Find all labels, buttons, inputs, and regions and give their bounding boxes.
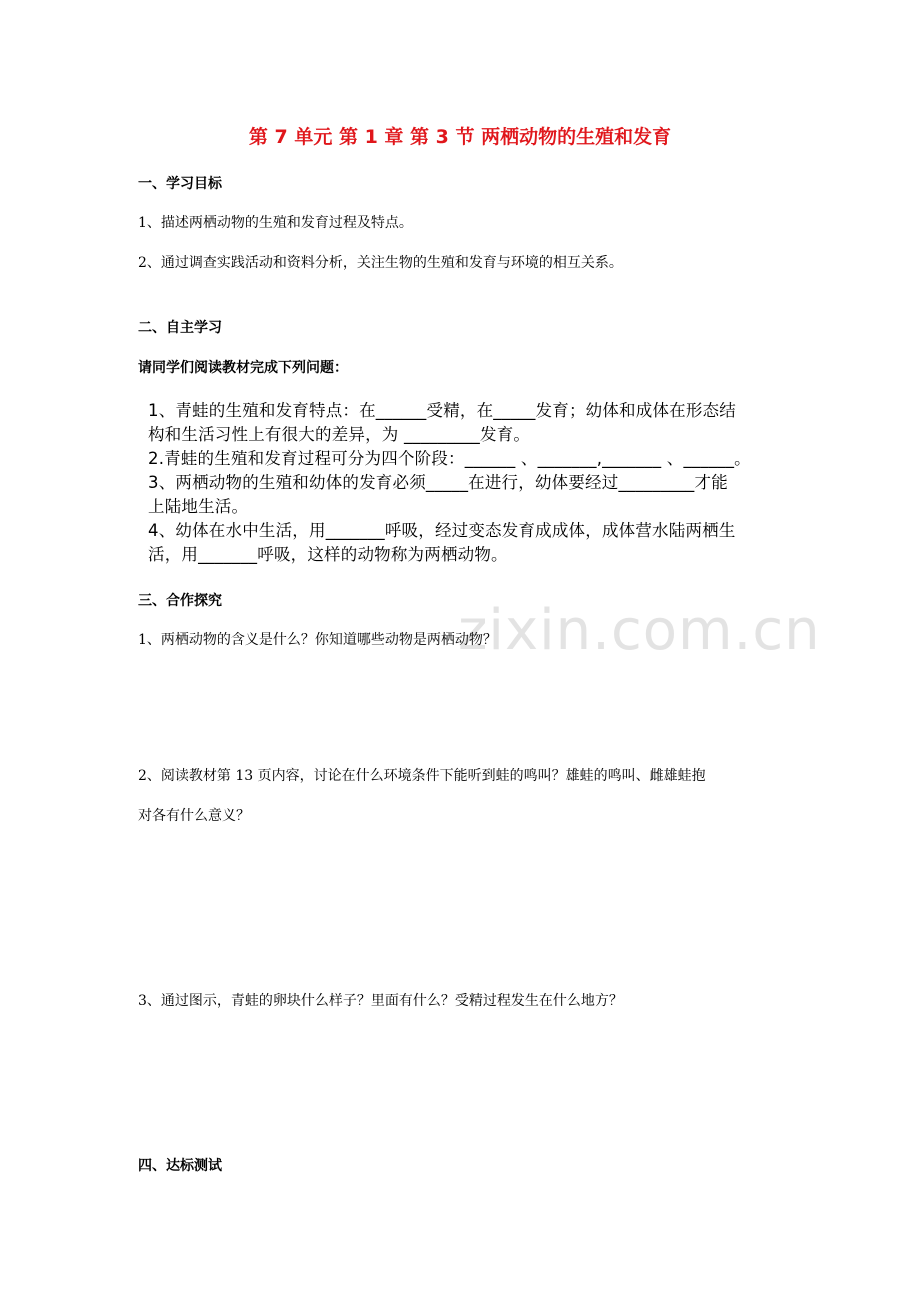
- fill-in-line: 2.青蛙的生殖和发育过程可分为四个阶段：______ 、_______,_______ 、______。: [148, 449, 751, 468]
- fill-in-line: 1、青蛙的生殖和发育特点：在______受精，在_____发育；幼体和成体在形态结: [148, 401, 736, 420]
- inquiry-question: 1、两栖动物的含义是什么？你知道哪些动物是两栖动物？: [138, 632, 497, 648]
- fill-in-line: 构和生活习性上有很大的差异，为 _________发育。: [148, 425, 531, 444]
- section-heading-test: 四、达标测试: [138, 1158, 222, 1174]
- self-study-intro: 请同学们阅读教材完成下列问题：: [138, 360, 348, 376]
- watermark: zixin.com.cn: [458, 598, 821, 663]
- objective-item: 1、描述两栖动物的生殖和发育过程及特点。: [138, 215, 413, 231]
- fill-in-line: 上陆地生活。: [148, 497, 249, 516]
- section-heading-objectives: 一、学习目标: [138, 176, 222, 192]
- inquiry-question: 对各有什么意义？: [138, 808, 250, 824]
- document-title: 第 7 单元 第 1 章 第 3 节 两栖动物的生殖和发育: [248, 126, 672, 148]
- section-heading-self-study: 二、自主学习: [138, 320, 222, 336]
- inquiry-question: 2、阅读教材第 13 页内容，讨论在什么环境条件下能听到蛙的鸣叫？雄蛙的鸣叫、雌雄蛙抱: [138, 768, 706, 784]
- section-heading-cooperative: 三、合作探究: [138, 593, 222, 609]
- fill-in-line: 4、幼体在水中生活，用_______呼吸，经过变态发育成成体，成体营水陆两栖生: [148, 521, 736, 540]
- inquiry-question: 3、通过图示，青蛙的卵块什么样子？里面有什么？受精过程发生在什么地方？: [138, 993, 623, 1009]
- fill-in-line: 活，用_______呼吸，这样的动物称为两栖动物。: [148, 545, 508, 564]
- fill-in-line: 3、两栖动物的生殖和幼体的发育必须_____在进行，幼体要经过_________才能: [148, 473, 728, 492]
- objective-item: 2、通过调查实践活动和资料分析，关注生物的生殖和发育与环境的相互关系。: [138, 255, 623, 271]
